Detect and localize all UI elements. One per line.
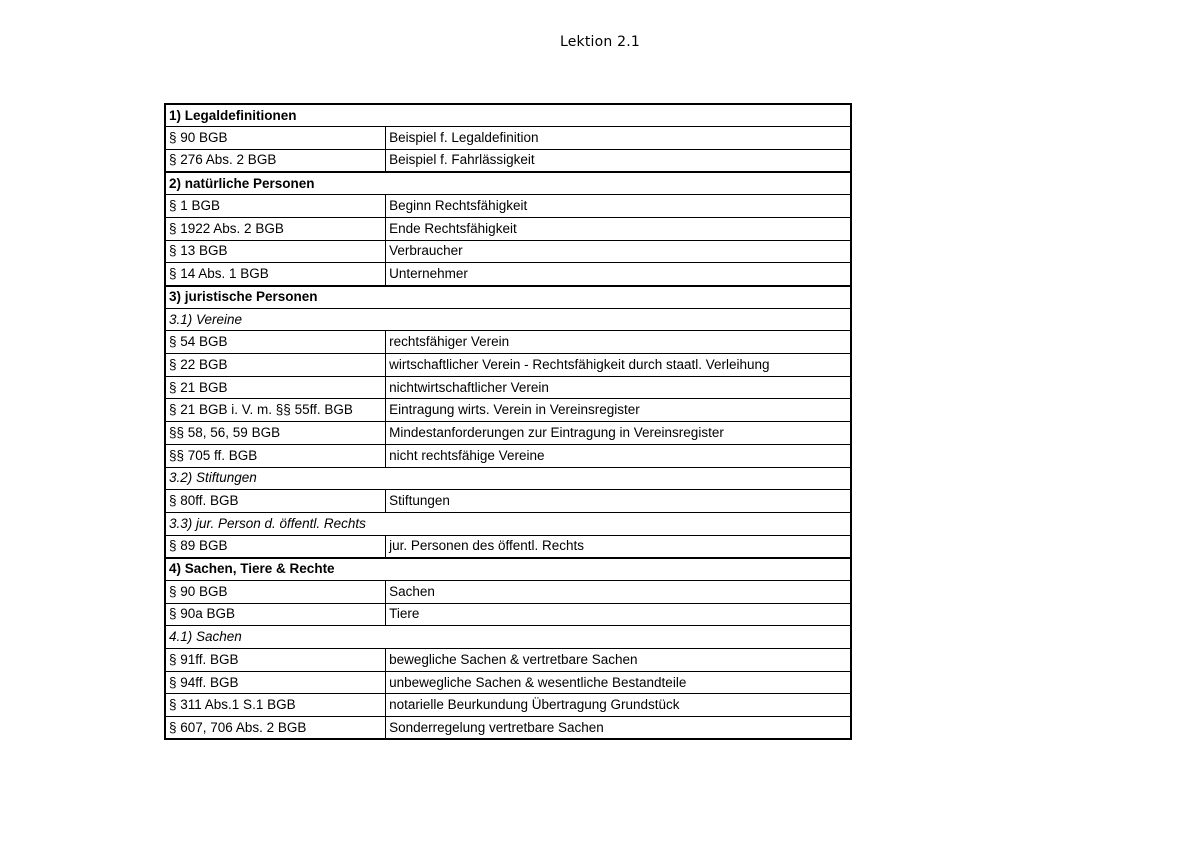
paragraph-cell: §§ 58, 56, 59 BGB bbox=[165, 422, 386, 445]
description-cell: bewegliche Sachen & vertretbare Sachen bbox=[386, 649, 851, 672]
table-row bbox=[165, 399, 851, 422]
description-cell: Tiere bbox=[386, 603, 851, 626]
section-header-row bbox=[165, 558, 851, 581]
paragraph-cell: § 94ff. BGB bbox=[165, 671, 386, 694]
description-cell: Ende Rechtsfähigkeit bbox=[386, 217, 851, 240]
section-title: 4) Sachen, Tiere & Rechte bbox=[165, 558, 851, 581]
subsection-title: 3.1) Vereine bbox=[165, 308, 851, 331]
paragraph-cell: § 21 BGB i. V. m. §§ 55ff. BGB bbox=[165, 399, 386, 422]
subsection-header-row bbox=[165, 512, 851, 535]
table-row bbox=[165, 149, 851, 172]
table-row bbox=[165, 580, 851, 603]
description-cell: Stiftungen bbox=[386, 490, 851, 513]
paragraph-cell: § 89 BGB bbox=[165, 535, 386, 558]
description-cell: rechtsfähiger Verein bbox=[386, 331, 851, 354]
section-header-row bbox=[165, 104, 851, 127]
section-title: 2) natürliche Personen bbox=[165, 172, 851, 195]
table-row bbox=[165, 376, 851, 399]
description-cell: unbewegliche Sachen & wesentliche Bestandteile bbox=[386, 671, 851, 694]
paragraph-cell: § 1 BGB bbox=[165, 195, 386, 218]
description-cell: nichtwirtschaftlicher Verein bbox=[386, 376, 851, 399]
description-cell: Eintragung wirts. Verein in Vereinsregister bbox=[386, 399, 851, 422]
description-cell: Sonderregelung vertretbare Sachen bbox=[386, 717, 851, 740]
subsection-header-row bbox=[165, 626, 851, 649]
table-row bbox=[165, 195, 851, 218]
table-row bbox=[165, 127, 851, 150]
table-row bbox=[165, 217, 851, 240]
table-row bbox=[165, 422, 851, 445]
table-row bbox=[165, 331, 851, 354]
law-reference-table bbox=[164, 103, 852, 740]
description-cell: Unternehmer bbox=[386, 263, 851, 286]
subsection-header-row bbox=[165, 308, 851, 331]
paragraph-cell: § 90 BGB bbox=[165, 580, 386, 603]
paragraph-cell: § 276 Abs. 2 BGB bbox=[165, 149, 386, 172]
paragraph-cell: § 13 BGB bbox=[165, 240, 386, 263]
table-row bbox=[165, 649, 851, 672]
description-cell: nicht rechtsfähige Vereine bbox=[386, 444, 851, 467]
section-title: 1) Legaldefinitionen bbox=[165, 104, 851, 127]
description-cell: jur. Personen des öffentl. Rechts bbox=[386, 535, 851, 558]
paragraph-cell: § 21 BGB bbox=[165, 376, 386, 399]
paragraph-cell: § 80ff. BGB bbox=[165, 490, 386, 513]
table-row bbox=[165, 240, 851, 263]
table-row bbox=[165, 603, 851, 626]
paragraph-cell: § 311 Abs.1 S.1 BGB bbox=[165, 694, 386, 717]
subsection-title: 4.1) Sachen bbox=[165, 626, 851, 649]
table-body bbox=[165, 104, 851, 739]
description-cell: Sachen bbox=[386, 580, 851, 603]
page-title: Lektion 2.1 bbox=[559, 34, 640, 50]
table-row bbox=[165, 717, 851, 740]
table-row bbox=[165, 535, 851, 558]
table-row bbox=[165, 354, 851, 377]
subsection-title: 3.3) jur. Person d. öffentl. Rechts bbox=[165, 512, 851, 535]
section-header-row bbox=[165, 286, 851, 309]
paragraph-cell: § 14 Abs. 1 BGB bbox=[165, 263, 386, 286]
paragraph-cell: § 90a BGB bbox=[165, 603, 386, 626]
table-row bbox=[165, 263, 851, 286]
description-cell: Mindestanforderungen zur Eintragung in Vereinsregister bbox=[386, 422, 851, 445]
description-cell: Beispiel f. Fahrlässigkeit bbox=[386, 149, 851, 172]
section-title: 3) juristische Personen bbox=[165, 286, 851, 309]
paragraph-cell: § 22 BGB bbox=[165, 354, 386, 377]
table-row bbox=[165, 444, 851, 467]
paragraph-cell: § 607, 706 Abs. 2 BGB bbox=[165, 717, 386, 740]
description-cell: Beispiel f. Legaldefinition bbox=[386, 127, 851, 150]
table-row bbox=[165, 490, 851, 513]
paragraph-cell: § 1922 Abs. 2 BGB bbox=[165, 217, 386, 240]
table-row bbox=[165, 671, 851, 694]
subsection-header-row bbox=[165, 467, 851, 490]
description-cell: Verbraucher bbox=[386, 240, 851, 263]
paragraph-cell: § 54 BGB bbox=[165, 331, 386, 354]
paragraph-cell: § 90 BGB bbox=[165, 127, 386, 150]
description-cell: wirtschaftlicher Verein - Rechtsfähigkeit durch staatl. Verleihung bbox=[386, 354, 851, 377]
paragraph-cell: § 91ff. BGB bbox=[165, 649, 386, 672]
subsection-title: 3.2) Stiftungen bbox=[165, 467, 851, 490]
section-header-row bbox=[165, 172, 851, 195]
description-cell: notarielle Beurkundung Übertragung Grundstück bbox=[386, 694, 851, 717]
description-cell: Beginn Rechtsfähigkeit bbox=[386, 195, 851, 218]
paragraph-cell: §§ 705 ff. BGB bbox=[165, 444, 386, 467]
table-row bbox=[165, 694, 851, 717]
